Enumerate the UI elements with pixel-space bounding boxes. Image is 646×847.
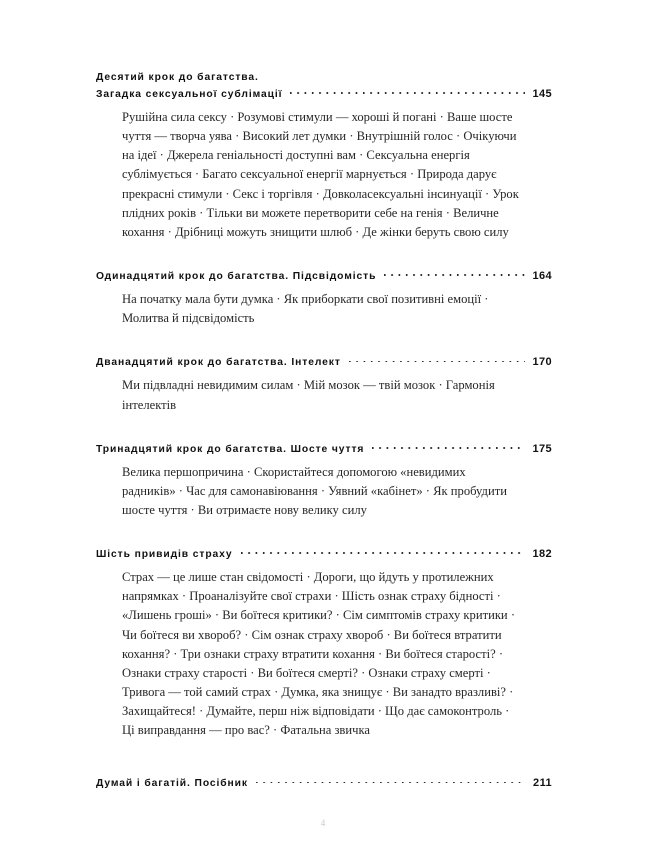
toc-entry-description: Рушійна сила сексу · Розумові стимули — хороші й погані · Ваше шосте чуття — творча уява · Високий лет думки · Внутрішній голос · Очікуючи на ідеї · Джерела геніальності доступні вам · Сексуальна енергія сублімується · Багато сексуальної енергії марнується · Природа дарує прекрасні стимули · Секс і торгівля · Довколасексуальні інсинуації · Урок плідних років · Тільки ви можете перетворити себе на генія · Величне кохання · Дрібниці можуть знищити шлюб · Де жінки беруть свою силу (122, 110, 519, 239)
toc-entry-page-number: 175 (532, 442, 552, 455)
toc-entry-page-number: 170 (532, 356, 552, 369)
section-spacer (96, 757, 552, 766)
dot-leader (290, 87, 525, 97)
toc-entry-title: Загадка сексуальної сублімації (96, 88, 283, 100)
toc-entry-title: Дванадцятий крок до багатства. Інтелект (96, 357, 341, 369)
toc-entry-heading (96, 354, 552, 371)
toc-entry-page-number: 182 (532, 548, 552, 561)
section-spacer (96, 432, 552, 441)
toc-entry-title-row (96, 546, 552, 563)
toc-entry-title-row (96, 441, 552, 458)
toc-entry-heading (96, 546, 552, 563)
toc-entry-heading (96, 775, 552, 792)
toc-entry-title-row (96, 86, 552, 103)
toc-entry-heading (96, 70, 552, 103)
toc-entry-heading (96, 441, 552, 458)
toc-entry[interactable] (96, 546, 552, 740)
toc-entry[interactable] (96, 268, 552, 328)
toc-entry-title-row (96, 268, 552, 285)
toc-entry[interactable] (96, 775, 552, 792)
toc-entry-description: Страх — це лише стан свідомості · Дороги, що йдуть у протилежних напрямках · Проаналізуйте свої страхи · Шість ознак страху бідності · «Лишень гроші» · Ви боїтеся критики? · Сім симптомів страху критики · Чи боїтеся ви хвороб? · Сім ознак страху хвороб · Ви боїтеся втратити кохання? · Три ознаки страху втратити кохання · Ви боїтеся старості? · Ознаки страху старості · Ви боїтеся смерті? · Ознаки страху смерті · Тривога — той самий страх · Думка, яка знищує · Ви занадто вразливі? · Захищайтеся! · Думайте, перш ніж відповідати · Що дає самоконтроль · Ці виправдання — про вас? · Фатальна звичка (122, 570, 516, 738)
toc-entry-description: Велика першопричина · Скористайтеся допомогою «невидимих радників» · Час для самонавіювання · Уявний «кабінет» · Як пробудити шосте чуття · Ви отримаєте нову велику силу (122, 464, 507, 517)
section-spacer (96, 345, 552, 354)
toc-entry-page-number: 164 (532, 269, 552, 282)
section-spacer (96, 537, 552, 546)
toc-entry-page-number: 145 (532, 87, 552, 100)
toc-entry-title: Думай і багатій. Посібник (96, 778, 248, 790)
toc-entry-title: Тринадцятий крок до багатства. Шосте чуття (96, 443, 365, 455)
dot-leader (256, 776, 526, 786)
dot-leader (349, 355, 526, 365)
dot-leader (241, 547, 526, 557)
toc-entry-title-row (96, 775, 552, 792)
dot-leader (372, 441, 525, 451)
toc-entry-title: Одинадцятий крок до багатства. Підсвідомість (96, 270, 377, 282)
dot-leader (384, 269, 525, 279)
toc-entry-page-number: 211 (533, 777, 552, 790)
toc-entry-title-row (96, 354, 552, 371)
toc-entry[interactable] (96, 441, 552, 520)
toc-entry[interactable] (96, 354, 552, 414)
folio-page-number: 4 (320, 818, 326, 828)
section-spacer (96, 259, 552, 268)
toc-entry-title: Шість привидів страху (96, 549, 233, 561)
section-spacer (96, 766, 552, 775)
table-of-contents (96, 70, 552, 792)
toc-entry-description: Ми підвладні невидимим силам · Мій мозок — твій мозок · Гармонія інтелектів (122, 378, 495, 412)
toc-entry-title-line: Десятий крок до багатства. (96, 72, 259, 83)
toc-entry-description: На початку мала бути думка · Як приборкати свої позитивні емоції · Молитва й підсвідомість (122, 292, 489, 326)
toc-entry-heading (96, 268, 552, 285)
toc-entry[interactable] (96, 70, 552, 242)
